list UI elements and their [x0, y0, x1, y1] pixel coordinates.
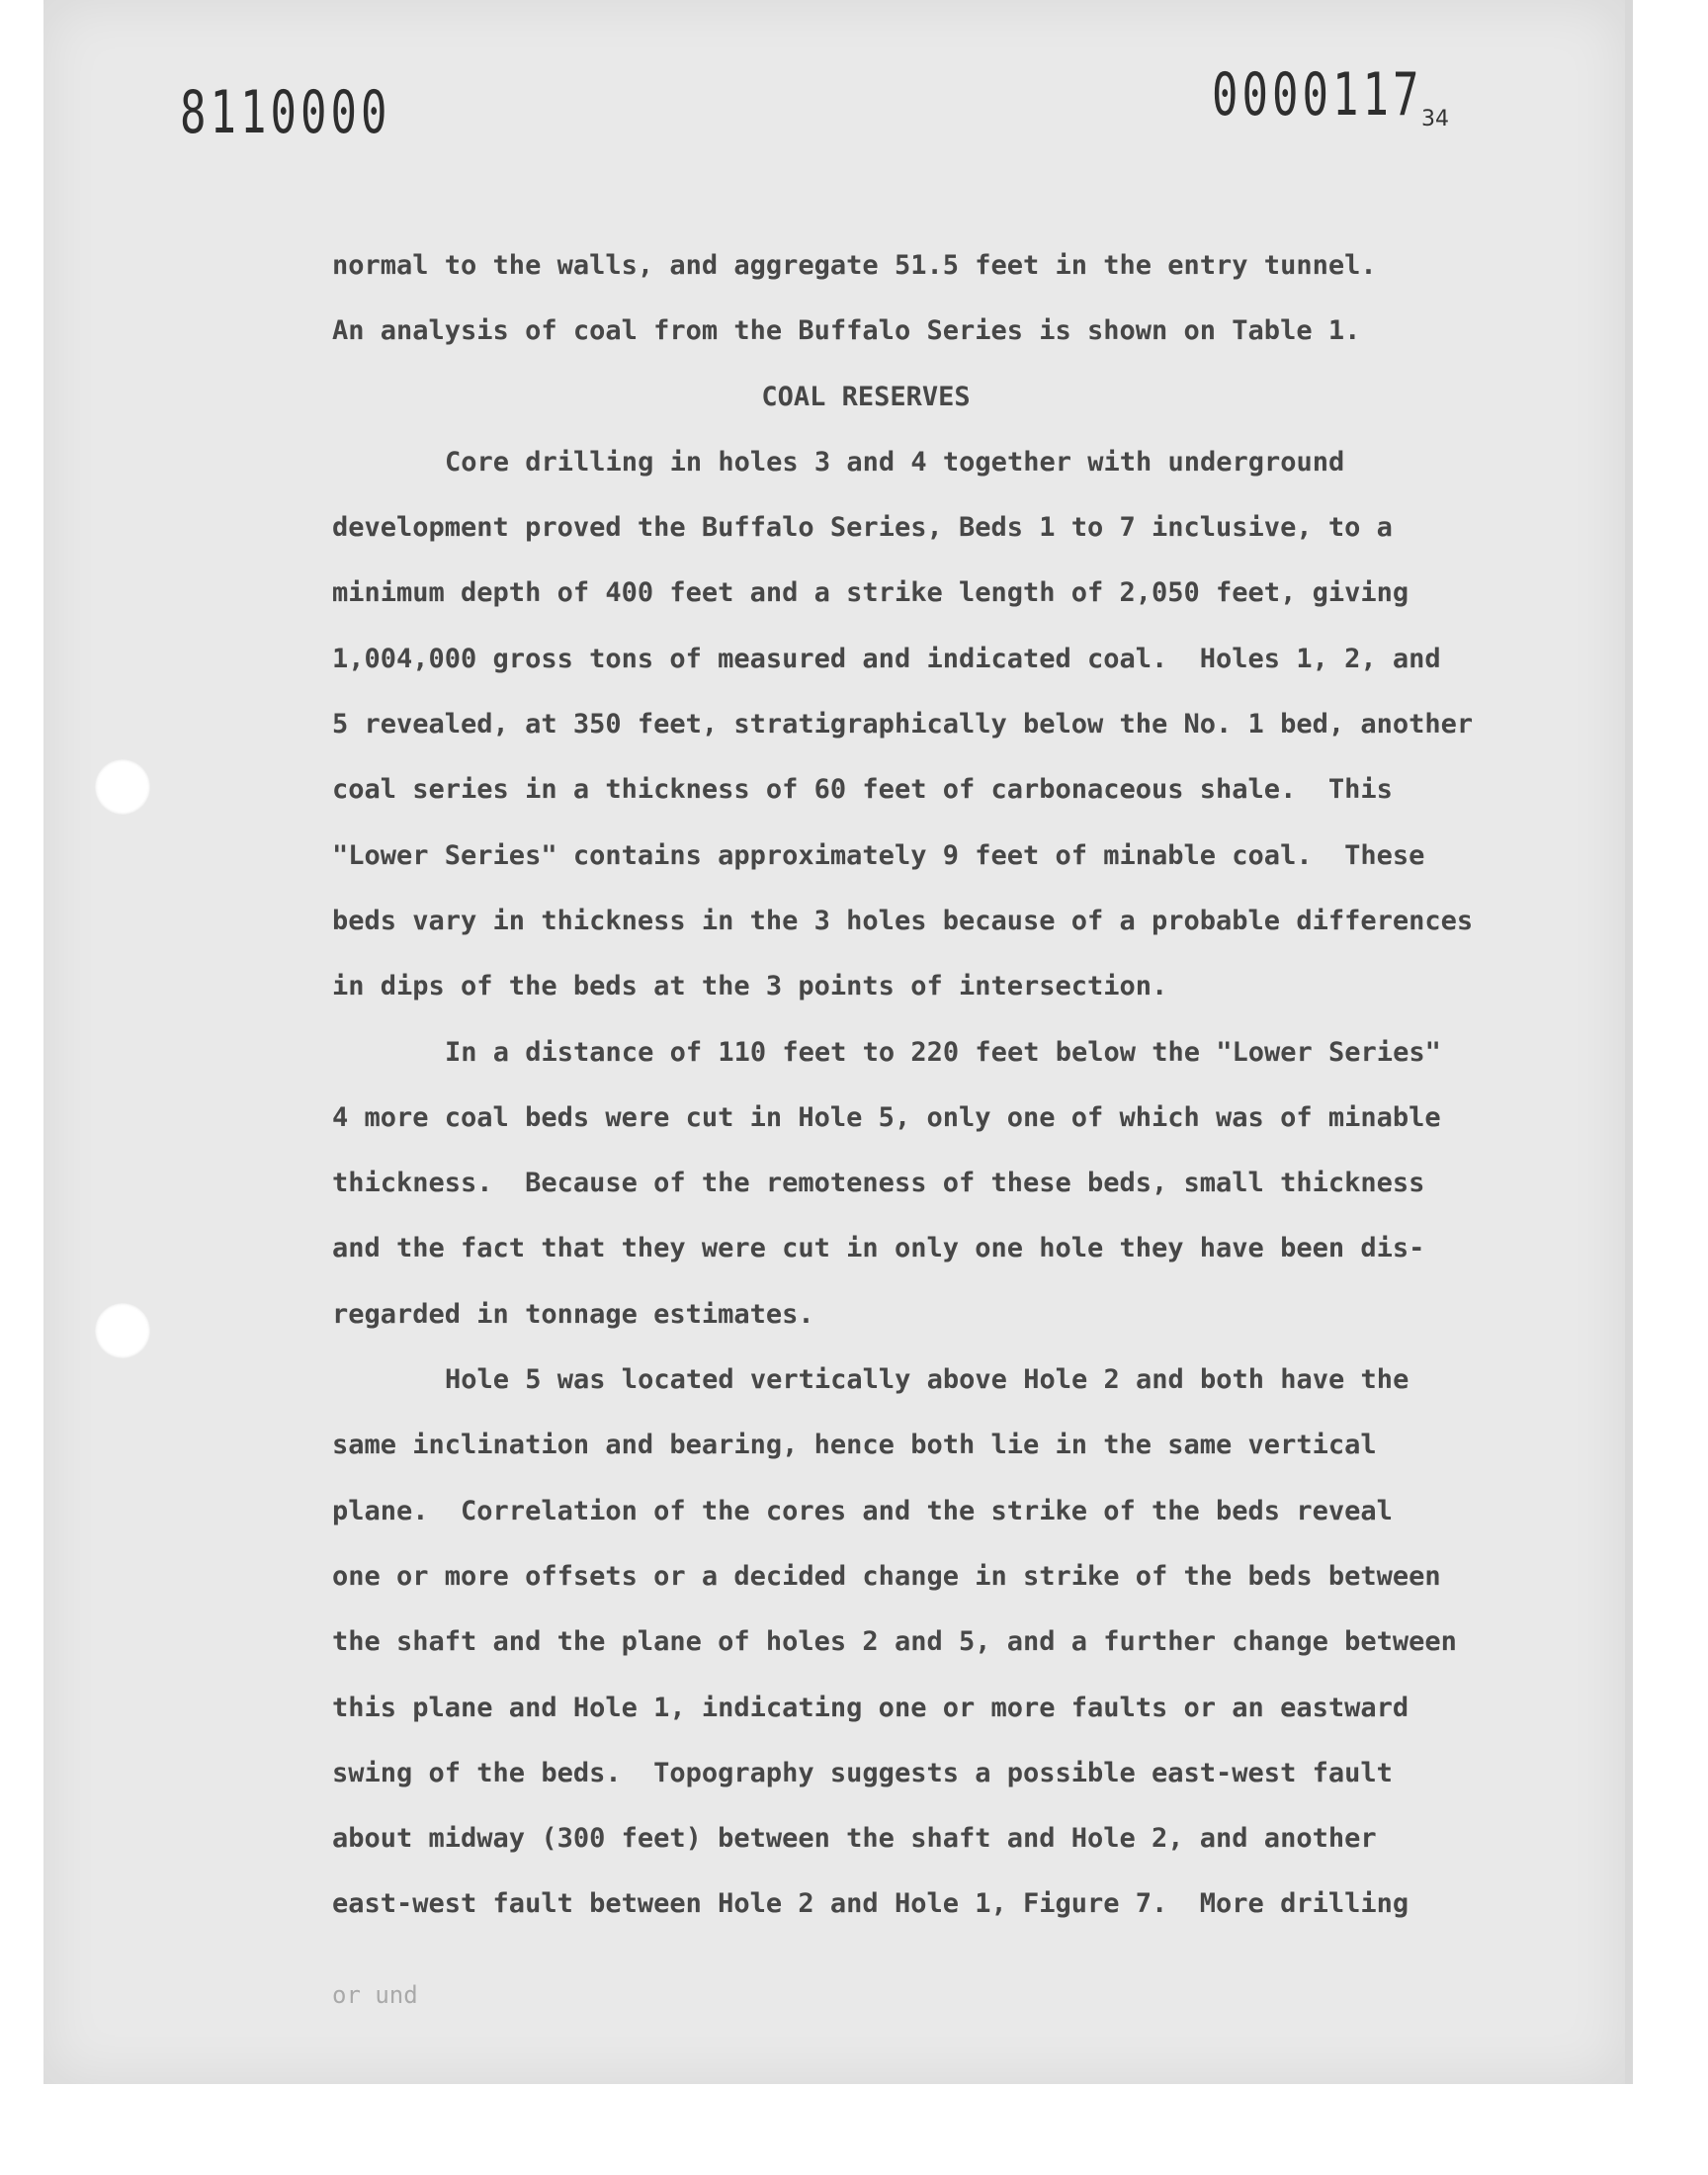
- text-line: about midway (300 feet) between the shaft and Hole 2, and another: [332, 1823, 1377, 1855]
- text-line: development proved the Buffalo Series, Beds 1 to 7 inclusive, to a: [332, 512, 1393, 544]
- text-line: normal to the walls, and aggregate 51.5 feet in the entry tunnel.: [332, 250, 1377, 281]
- stamp-number-left: 8110000: [180, 79, 391, 147]
- text-line: coal series in a thickness of 60 feet of carbonaceous shale. This: [332, 774, 1393, 806]
- text-line: minimum depth of 400 feet and a strike length of 2,050 feet, giving: [332, 577, 1409, 609]
- text-line: in dips of the beds at the 3 points of intersection.: [332, 971, 1168, 1002]
- text-line: beds vary in thickness in the 3 holes because of a probable differences: [332, 905, 1474, 936]
- text-line: Hole 5 was located vertically above Hole 2 and both have the: [445, 1364, 1409, 1396]
- text-line: 4 more coal beds were cut in Hole 5, only one of which was of minable: [332, 1101, 1441, 1133]
- text-line: plane. Correlation of the cores and the strike of the beds reveal: [332, 1495, 1393, 1526]
- text-line: "Lower Series" contains approximately 9 feet of minable coal. These: [332, 839, 1425, 871]
- text-line: swing of the beds. Topography suggests a possible east-west fault: [332, 1757, 1393, 1788]
- text-line: this plane and Hole 1, indicating one or more faults or an eastward: [332, 1692, 1409, 1723]
- page-edge: [1625, 0, 1633, 2084]
- text-line: the shaft and the plane of holes 2 and 5, and a further change between: [332, 1626, 1457, 1658]
- punch-hole-top: [95, 759, 150, 815]
- text-line: thickness. Because of the remoteness of these beds, small thickness: [332, 1168, 1425, 1199]
- section-heading: COAL RESERVES: [761, 381, 971, 412]
- text-line: In a distance of 110 feet to 220 feet below the "Lower Series": [445, 1036, 1441, 1068]
- text-line: 5 revealed, at 350 feet, stratigraphically below the No. 1 bed, another: [332, 709, 1474, 740]
- text-line: An analysis of coal from the Buffalo Series is shown on Table 1.: [332, 315, 1361, 347]
- page-number: 34: [1421, 107, 1449, 131]
- stamp-number-right: 0000117: [1212, 61, 1423, 130]
- footer-text-fragment: or und: [332, 1981, 418, 2009]
- text-line: and the fact that they were cut in only one hole they have been dis-: [332, 1233, 1425, 1264]
- text-line: east-west fault between Hole 2 and Hole 1, Figure 7. More drilling: [332, 1888, 1409, 1920]
- punch-hole-bottom: [95, 1303, 150, 1358]
- body-text: [332, 233, 1518, 1938]
- text-line: regarded in tonnage estimates.: [332, 1298, 814, 1330]
- text-line: 1,004,000 gross tons of measured and indicated coal. Holes 1, 2, and: [332, 643, 1441, 674]
- text-line: Core drilling in holes 3 and 4 together with underground: [445, 446, 1345, 478]
- text-line: same inclination and bearing, hence both lie in the same vertical: [332, 1430, 1377, 1461]
- text-line: one or more offsets or a decided change in strike of the beds between: [332, 1560, 1441, 1592]
